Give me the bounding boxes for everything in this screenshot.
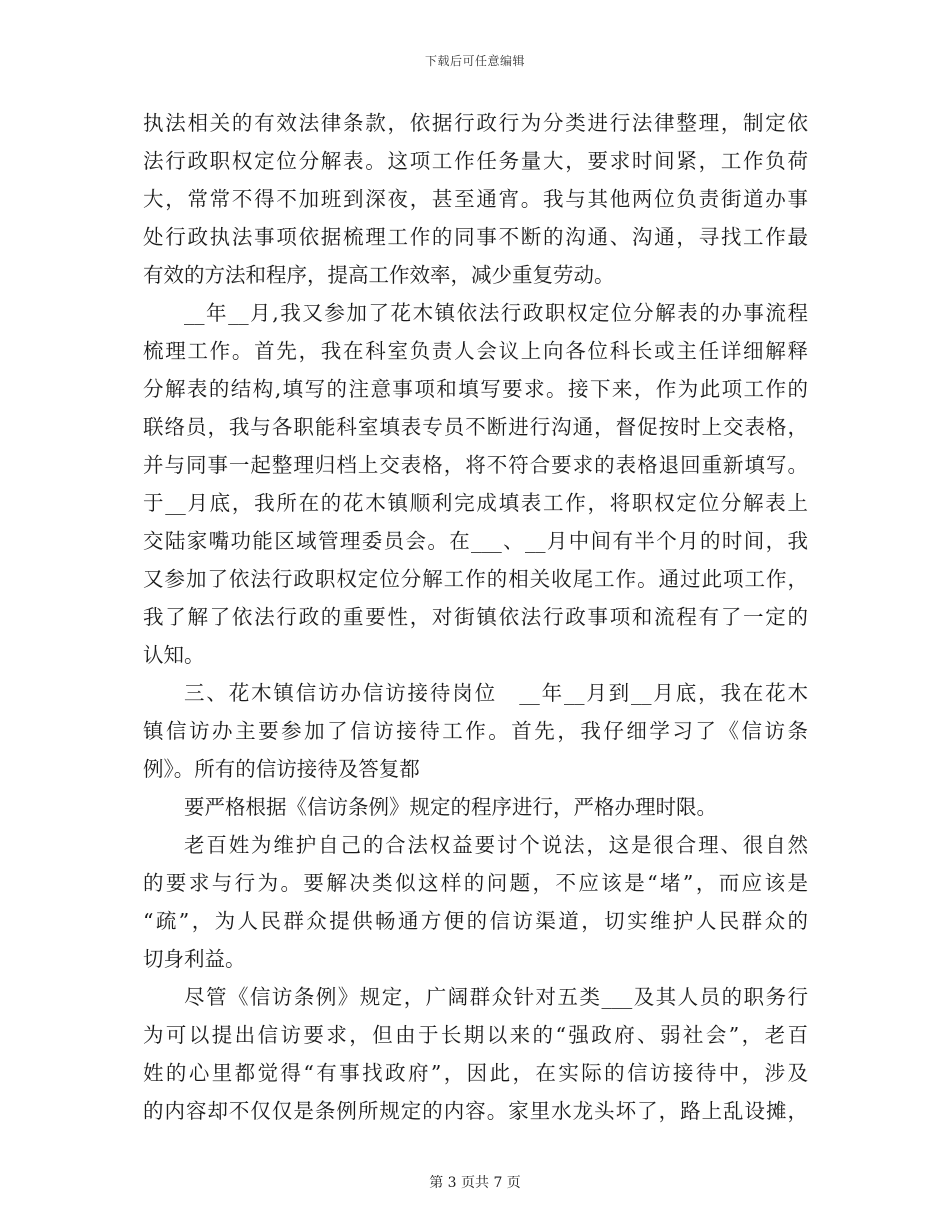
body-line: 又参加了依法行政职权定位分解工作的相关收尾工作。通过此项工作，	[143, 567, 808, 591]
body-line: 例》。所有的信访接待及答复都	[143, 757, 420, 781]
body-line: 切身利益。	[143, 947, 246, 971]
body-line: 联络员，我与各职能科室填表专员不断进行沟通，督促按时上交表格，	[143, 415, 808, 439]
body-line: 尽管《信访条例》规定，广阔群众针对五类___及其人员的职务行	[184, 985, 808, 1009]
document-body	[143, 104, 808, 1130]
body-line: 的内容却不仅仅是条例所规定的内容。家里水龙头坏了，路上乱设摊，	[143, 1099, 808, 1123]
body-line: 我了解了依法行政的重要性，对街镇依法行政事项和流程有了一定的	[143, 605, 808, 629]
page-number: 第 3 页共 7 页	[429, 1175, 521, 1191]
body-line: __年__月,我又参加了花木镇依法行政职权定位分解表的办事流程	[184, 301, 808, 325]
body-line: 交陆家嘴功能区域管理委员会。在___、__月中间有半个月的时间，我	[143, 529, 808, 553]
page-header: 下载后可任意编辑	[424, 54, 525, 68]
body-line: 为可以提出信访要求，但由于长期以来的“强政府、弱社会”，老百	[143, 1023, 808, 1047]
section-heading-line: 三、花木镇信访办信访接待岗位 __年__月到__月底，我在花木	[184, 681, 808, 705]
body-line: 执法相关的有效法律条款，依据行政行为分类进行法律整理，制定依	[143, 111, 808, 135]
body-line: 处行政执法事项依据梳理工作的同事不断的沟通、沟通，寻找工作最	[143, 225, 808, 249]
body-line: 分解表的结构,填写的注意事项和填写要求。接下来，作为此项工作的	[143, 377, 808, 401]
body-line: 并与同事一起整理归档上交表格，将不符合要求的表格退回重新填写。	[143, 453, 808, 477]
body-line: 老百姓为维护自己的合法权益要讨个说法，这是很合理、很自然	[184, 833, 808, 857]
body-line: 大，常常不得不加班到深夜，甚至通宵。我与其他两位负责街道办事	[143, 187, 808, 211]
body-line: 认知。	[143, 643, 205, 667]
body-line: 要严格根据《信访条例》规定的程序进行，严格办理时限。	[184, 795, 717, 819]
body-line: 镇信访办主要参加了信访接待工作。首先，我仔细学习了《信访条	[143, 719, 808, 743]
body-line: 梳理工作。首先，我在科室负责人会议上向各位科长或主任详细解释	[143, 339, 808, 363]
body-line: “疏”，为人民群众提供畅通方便的信访渠道，切实维护人民群众的	[143, 909, 808, 933]
body-line: 姓的心里都觉得“有事找政府”，因此，在实际的信访接待中，涉及	[143, 1061, 808, 1085]
body-line: 于__月底，我所在的花木镇顺利完成填表工作，将职权定位分解表上	[143, 491, 808, 515]
body-line: 法行政职权定位分解表。这项工作任务量大，要求时间紧，工作负荷	[143, 149, 808, 173]
body-line: 的要求与行为。要解决类似这样的问题，不应该是“堵”，而应该是	[143, 871, 808, 895]
body-line: 有效的方法和程序，提高工作效率，减少重复劳动。	[143, 263, 615, 287]
